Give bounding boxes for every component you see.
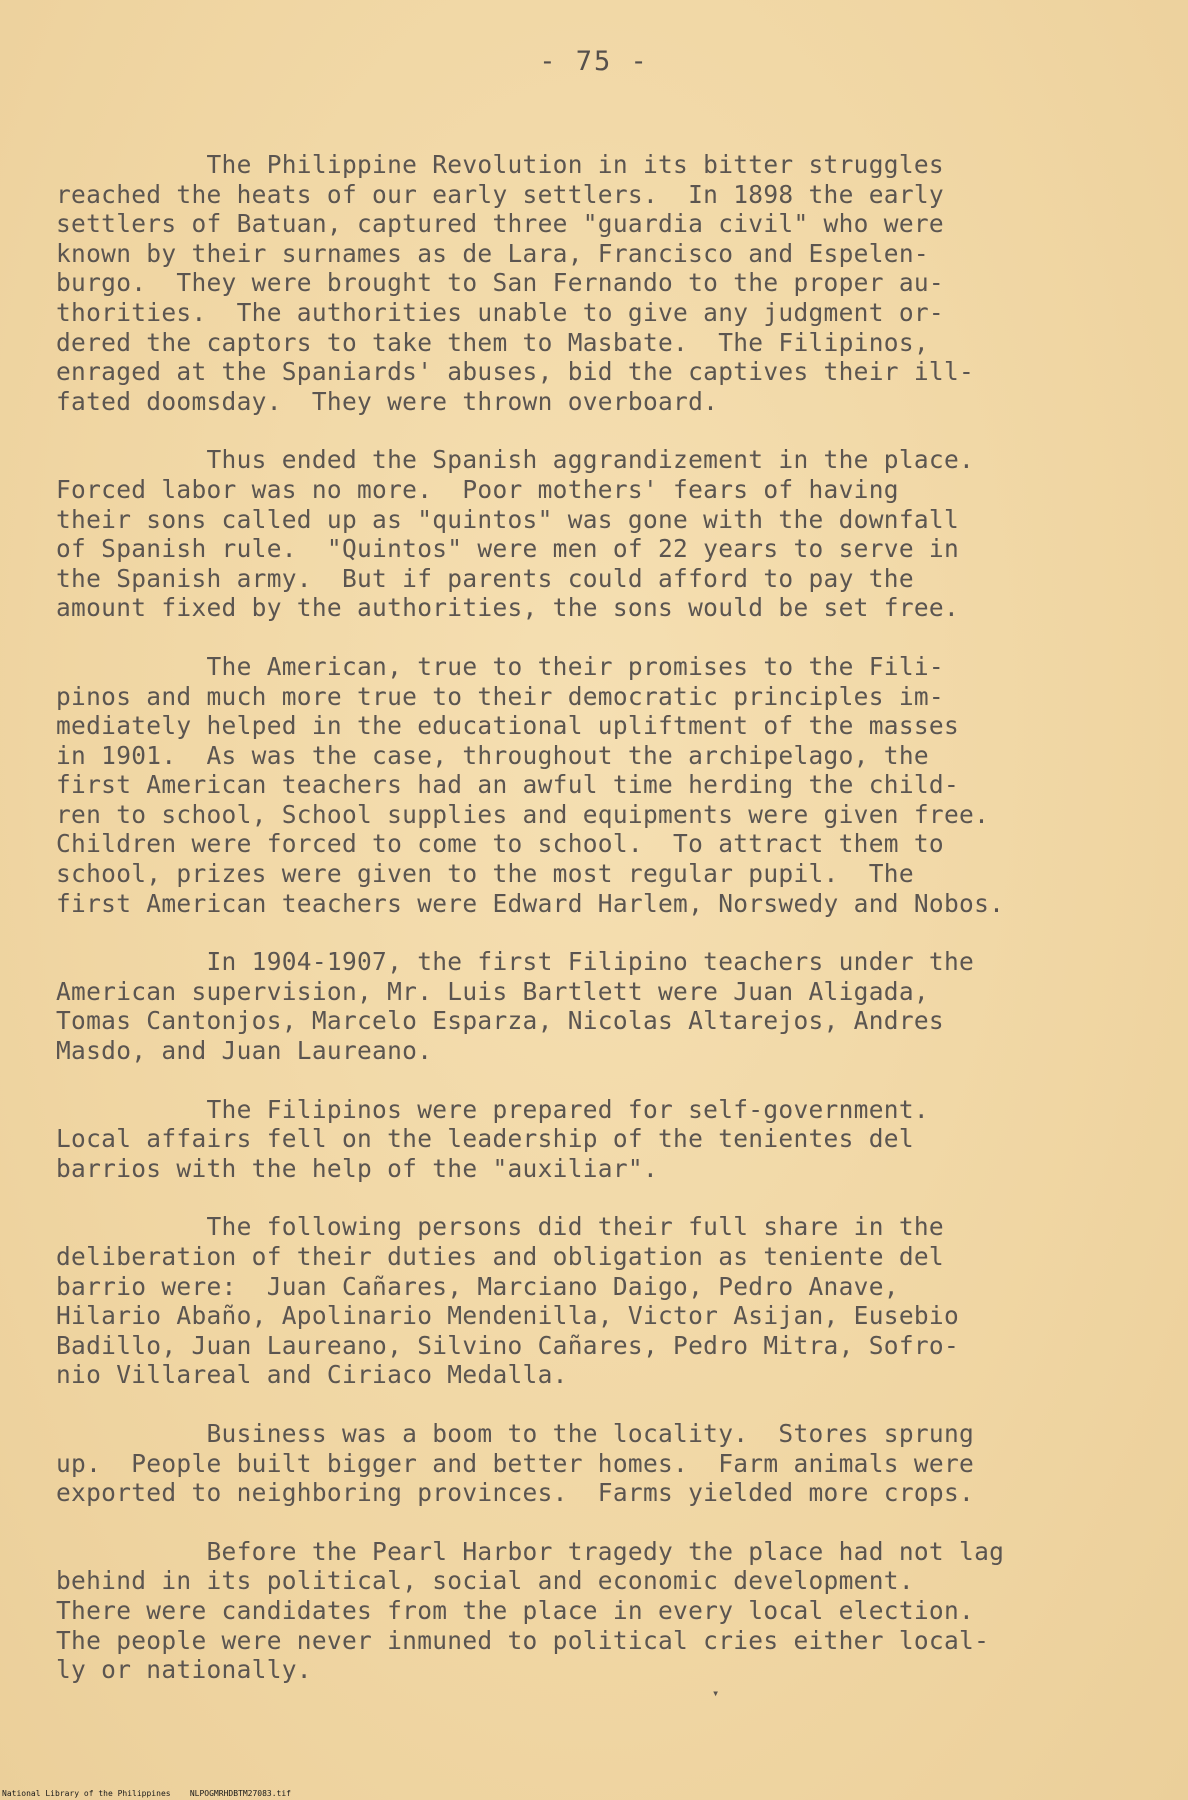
text-line: The following persons did their full share in the [56,1212,944,1242]
text-line: first American teachers were Edward Harlem, Norswedy and Nobos. [56,888,1005,918]
text-line: The Filipinos were prepared for self-government. [56,1094,929,1124]
text-line: Masdo, and Juan Laureano. [56,1036,433,1066]
text-line: known by their surnames as de Lara, Francisco and Espelen- [56,238,929,268]
text-line: The Philippine Revolution in its bitter struggles [56,150,944,179]
paragraph [56,1212,1166,1390]
text-line: barrios with the help of the "auxiliar". [56,1153,659,1183]
ink-mark: ▾ [712,1686,720,1700]
text-line: amount fixed by the authorities, the sons would be set free. [56,593,960,623]
text-line: Badillo, Juan Laureano, Silvino Cañares, Pedro Mitra, Sofro- [56,1330,960,1360]
paragraph [56,1095,1166,1184]
text-line: barrio were: Juan Cañares, Marciano Daigo, Pedro Anave, [56,1271,899,1301]
text-line: The American, true to their promises to the Fili- [56,651,944,681]
text-line: mediately helped in the educational upliftment of the masses [56,711,960,741]
text-line: in 1901. As was the case, throughout the archipelago, the [56,740,929,770]
text-line: first American teachers had an awful time herding the child- [56,770,960,800]
text-line: settlers of Batuan, captured three "guardia civil" who were [56,209,944,239]
text-line: the Spanish army. But if parents could afford to pay the [56,563,914,593]
document-body [56,150,1166,1714]
paragraph [56,150,1166,416]
text-line: There were candidates from the place in every local election. [56,1595,975,1625]
text-line: school, prizes were given to the most regular pupil. The [56,859,914,889]
paragraph [56,652,1166,918]
text-line: dered the captors to take them to Masbate. The Filipinos, [56,327,929,357]
text-line: pinos and much more true to their democratic principles im- [56,681,944,711]
paragraph [56,1419,1166,1508]
text-line: The people were never inmuned to political cries either local- [56,1625,990,1655]
text-line: reached the heats of our early settlers. In 1898 the early [56,179,944,209]
text-line: ly or nationally. [56,1655,312,1685]
text-line: burgo. They were brought to San Fernando to the proper au- [56,268,944,298]
text-line: Business was a boom to the locality. Stores sprung [56,1418,975,1448]
text-line: Tomas Cantonjos, Marcelo Esparza, Nicolas Altarejos, Andres [56,1006,944,1036]
text-line: nio Villareal and Ciriaco Medalla. [56,1360,568,1390]
text-line: Thus ended the Spanish aggrandizement in the place. [56,445,975,475]
text-line: behind in its political, social and economic development. [56,1566,914,1596]
text-line: Children were forced to come to school. To attract them to [56,829,944,859]
text-line: Hilario Abaño, Apolinario Mendenilla, Victor Asijan, Eusebio [56,1301,960,1331]
text-line: thorities. The authorities unable to give any judgment or- [56,297,944,327]
text-line: ren to school, School supplies and equipments were given free. [56,799,990,829]
text-line: deliberation of their duties and obligation as teniente del [56,1242,944,1271]
text-line: Forced labor was no more. Poor mothers' fears of having [56,474,899,504]
text-line: enraged at the Spaniards' abuses, bid the captives their ill- [56,357,975,387]
text-line: American supervision, Mr. Luis Bartlett were Juan Aligada, [56,976,929,1006]
text-line: In 1904-1907, the first Filipino teachers under the [56,947,975,977]
text-line: Before the Pearl Harbor tragedy the place had not lag [56,1536,1005,1566]
text-line: fated doomsday. They were thrown overboard. [56,386,719,416]
paragraph [56,445,1166,623]
text-line: exported to neighboring provinces. Farms yielded more crops. [56,1478,975,1508]
text-line: up. People built bigger and better homes. Farm animals were [56,1448,975,1478]
paragraph [56,1537,1166,1685]
text-line: Local affairs fell on the leadership of the tenientes del [56,1124,914,1154]
text-line: their sons called up as "quintos" was gone with the downfall [56,504,960,534]
paragraph [56,947,1166,1065]
page-number: - 75 - [539,46,649,77]
archive-footer: National Library of the Philippines NLPOGMRHDBTM27083.tif [2,1789,291,1798]
text-line: of Spanish rule. "Quintos" were men of 22 years to serve in [56,534,960,564]
